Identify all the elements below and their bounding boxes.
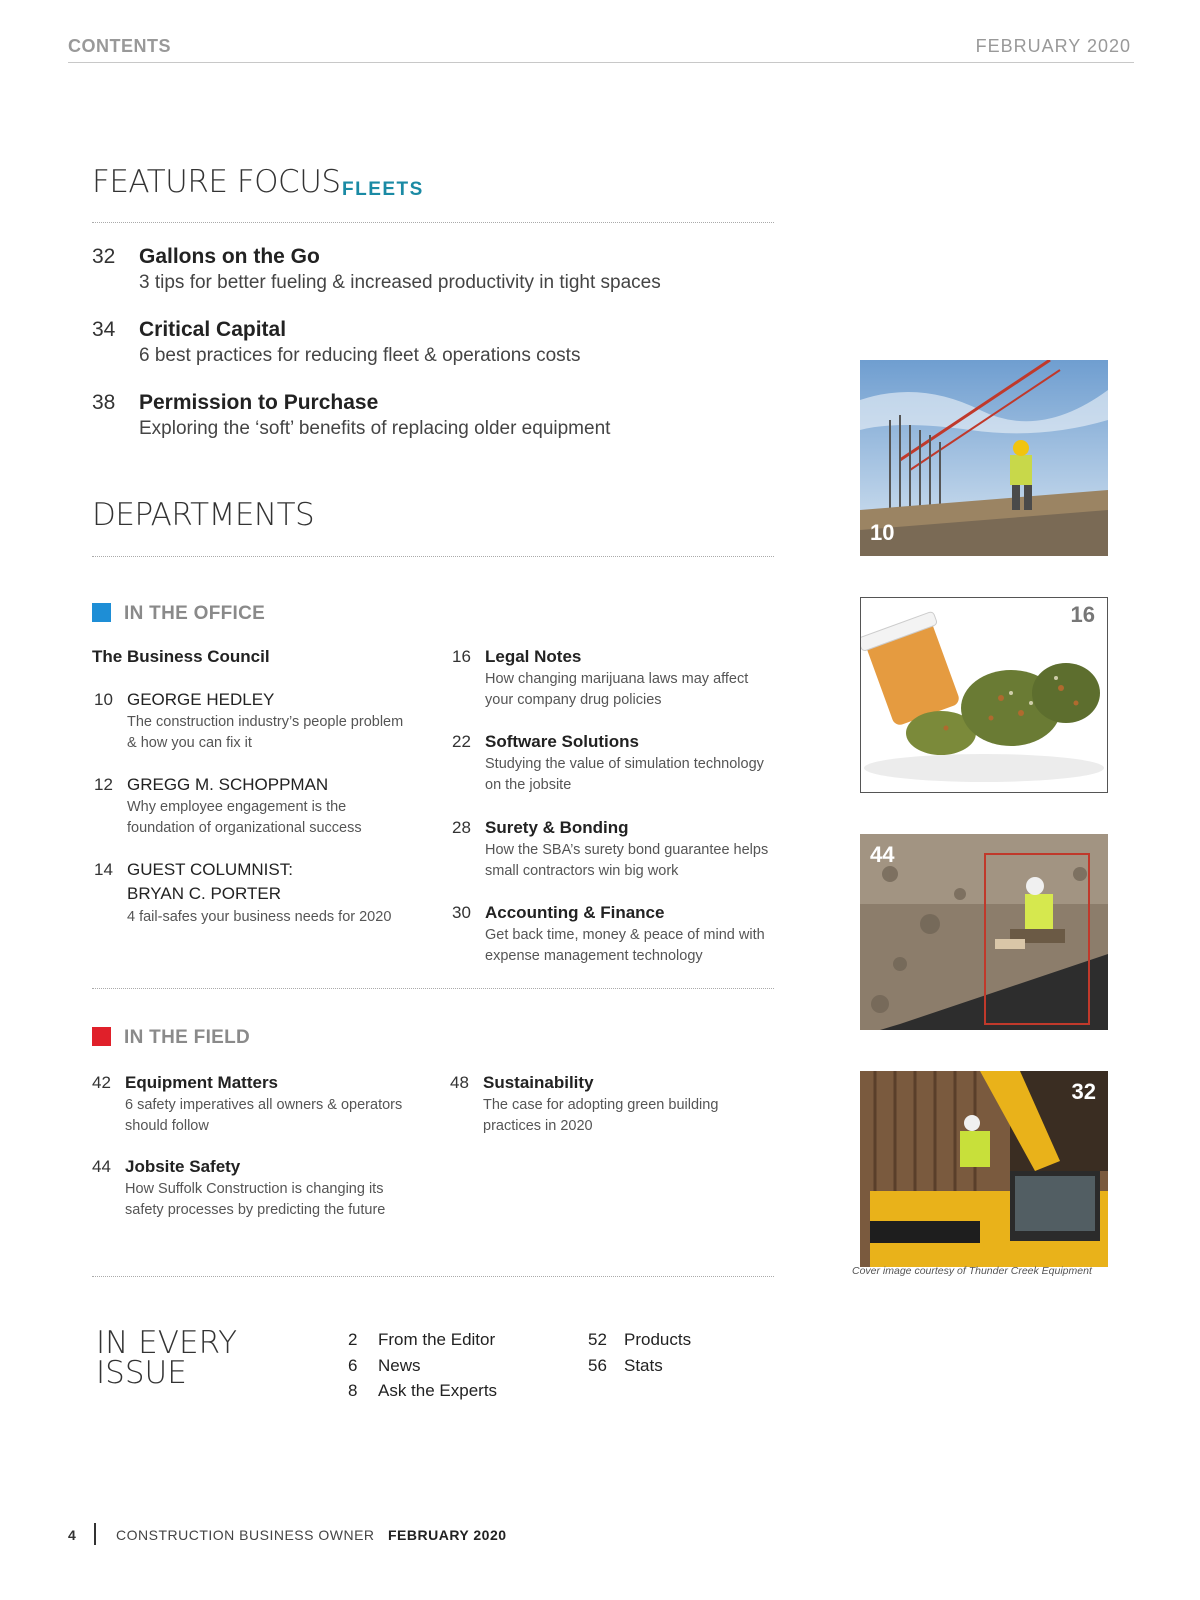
item-description: Why employee engagement is the	[127, 799, 347, 815]
footer-issue: FEBRUARY 2020	[388, 1527, 507, 1543]
page-number: 44	[92, 1157, 111, 1176]
item-title[interactable]: Surety & Bonding	[485, 818, 629, 837]
item-description: The case for adopting green building	[483, 1097, 719, 1113]
header-divider	[68, 62, 1134, 63]
page-number: 52	[588, 1330, 607, 1349]
item-description: How the SBA’s surety bond guarantee helps	[485, 842, 769, 858]
page-number: 42	[92, 1073, 111, 1092]
feature-title[interactable]: Gallons on the Go	[139, 245, 320, 268]
cannabis-photo[interactable]	[860, 597, 1108, 793]
feature-focus-tag: FLEETS	[342, 179, 424, 200]
in-every-issue-title-line1: IN EVERY	[96, 1325, 238, 1361]
page-number: 30	[452, 903, 471, 922]
footer-separator	[94, 1523, 96, 1545]
in-the-office-label: IN THE OFFICE	[124, 603, 266, 624]
feature-subtitle: 6 best practices for reducing fleet & operations costs	[139, 345, 581, 366]
crane-worker-photo[interactable]	[860, 360, 1108, 556]
item-title[interactable]: GUEST COLUMNIST:	[127, 860, 293, 879]
photo-page-number: 10	[870, 520, 895, 545]
page-number: 34	[92, 318, 116, 341]
item-label[interactable]: From the Editor	[378, 1330, 496, 1349]
page-number: 56	[588, 1356, 607, 1375]
page-number: 16	[452, 647, 471, 666]
item-title[interactable]: Legal Notes	[485, 647, 582, 666]
item-title[interactable]: Software Solutions	[485, 732, 639, 751]
item-label[interactable]: Ask the Experts	[378, 1381, 498, 1400]
every-issue-item[interactable]	[348, 1381, 497, 1401]
item-description: should follow	[125, 1118, 209, 1134]
field-divider	[92, 1276, 774, 1277]
item-description: 4 fail-safes your business needs for 2020	[127, 909, 392, 925]
departments-title: DEPARTMENTS	[92, 497, 315, 533]
feature-subtitle: Exploring the ‘soft’ benefits of replacing older equipment	[139, 418, 611, 439]
item-label[interactable]: Products	[624, 1330, 692, 1349]
page-number: 12	[94, 775, 113, 794]
issue-date: FEBRUARY 2020	[975, 36, 1131, 56]
page-number: 22	[452, 732, 471, 751]
footer-page-number: 4	[68, 1527, 77, 1543]
item-label[interactable]: News	[378, 1356, 421, 1375]
office-divider	[92, 988, 774, 989]
item-description: foundation of organizational success	[127, 820, 362, 836]
footer-publication: CONSTRUCTION BUSINESS OWNER	[116, 1527, 375, 1543]
item-description: expense management technology	[485, 948, 703, 964]
every-issue-item[interactable]	[348, 1330, 495, 1350]
every-issue-item[interactable]	[348, 1356, 421, 1376]
item-title[interactable]: GREGG M. SCHOPPMAN	[127, 775, 329, 794]
cover-caption: Cover image courtesy of Thunder Creek Equipment	[852, 1265, 1092, 1277]
worker-excavation-photo[interactable]	[860, 834, 1108, 1030]
excavation-icon	[860, 834, 1108, 1030]
feature-divider	[92, 222, 774, 223]
page-number: 28	[452, 818, 471, 837]
item-description: & how you can fix it	[127, 735, 252, 751]
in-every-issue-title	[96, 1325, 238, 1391]
item-description: 6 safety imperatives all owners & operators	[125, 1097, 403, 1113]
item-title[interactable]: GEORGE HEDLEY	[127, 690, 275, 709]
departments-divider	[92, 556, 774, 557]
item-description: The construction industry’s people problem	[127, 714, 404, 730]
item-description: safety processes by predicting the future	[125, 1202, 386, 1218]
item-description: How Suffolk Construction is changing its	[125, 1181, 384, 1197]
office-color-square	[92, 603, 111, 622]
business-council-title: The Business Council	[92, 647, 270, 666]
excavator-photo[interactable]	[860, 1071, 1108, 1267]
item-label[interactable]: Stats	[624, 1356, 663, 1375]
page-number: 48	[450, 1073, 469, 1092]
item-description: on the jobsite	[485, 777, 572, 793]
page-number: 32	[92, 245, 116, 268]
item-description: Studying the value of simulation technology	[485, 756, 764, 772]
item-title[interactable]: Accounting & Finance	[485, 903, 665, 922]
page-number: 10	[94, 690, 113, 709]
photo-page-number: 16	[1070, 602, 1095, 627]
feature-focus-title: FEATURE FOCUS	[92, 164, 341, 200]
crane-worker-icon	[860, 360, 1108, 556]
item-title[interactable]: Jobsite Safety	[125, 1157, 241, 1176]
page-number: 6	[348, 1356, 358, 1375]
page-number: 2	[348, 1330, 358, 1349]
item-description: practices in 2020	[483, 1118, 593, 1134]
item-description: How changing marijuana laws may affect	[485, 671, 749, 687]
field-color-square	[92, 1027, 111, 1046]
in-the-field-label: IN THE FIELD	[124, 1027, 251, 1048]
item-description: Get back time, money & peace of mind with	[485, 927, 765, 943]
every-issue-item[interactable]	[588, 1356, 663, 1376]
item-description: your company drug policies	[485, 692, 662, 708]
item-title[interactable]: Equipment Matters	[125, 1073, 279, 1092]
photo-page-number: 44	[870, 842, 895, 867]
photo-page-number: 32	[1071, 1079, 1096, 1104]
feature-title[interactable]: Permission to Purchase	[139, 391, 379, 414]
in-every-issue-title-line2: ISSUE	[96, 1355, 187, 1391]
page-number: 38	[92, 391, 116, 414]
page-number: 8	[348, 1381, 358, 1400]
page-number: 14	[94, 860, 113, 879]
feature-title[interactable]: Critical Capital	[139, 318, 287, 341]
item-title-line2[interactable]: BRYAN C. PORTER	[127, 884, 281, 903]
item-description: small contractors win big work	[485, 863, 679, 879]
section-label: CONTENTS	[68, 36, 171, 56]
feature-subtitle: 3 tips for better fueling & increased productivity in tight spaces	[139, 272, 661, 293]
every-issue-item[interactable]	[588, 1330, 691, 1350]
item-title[interactable]: Sustainability	[483, 1073, 594, 1092]
